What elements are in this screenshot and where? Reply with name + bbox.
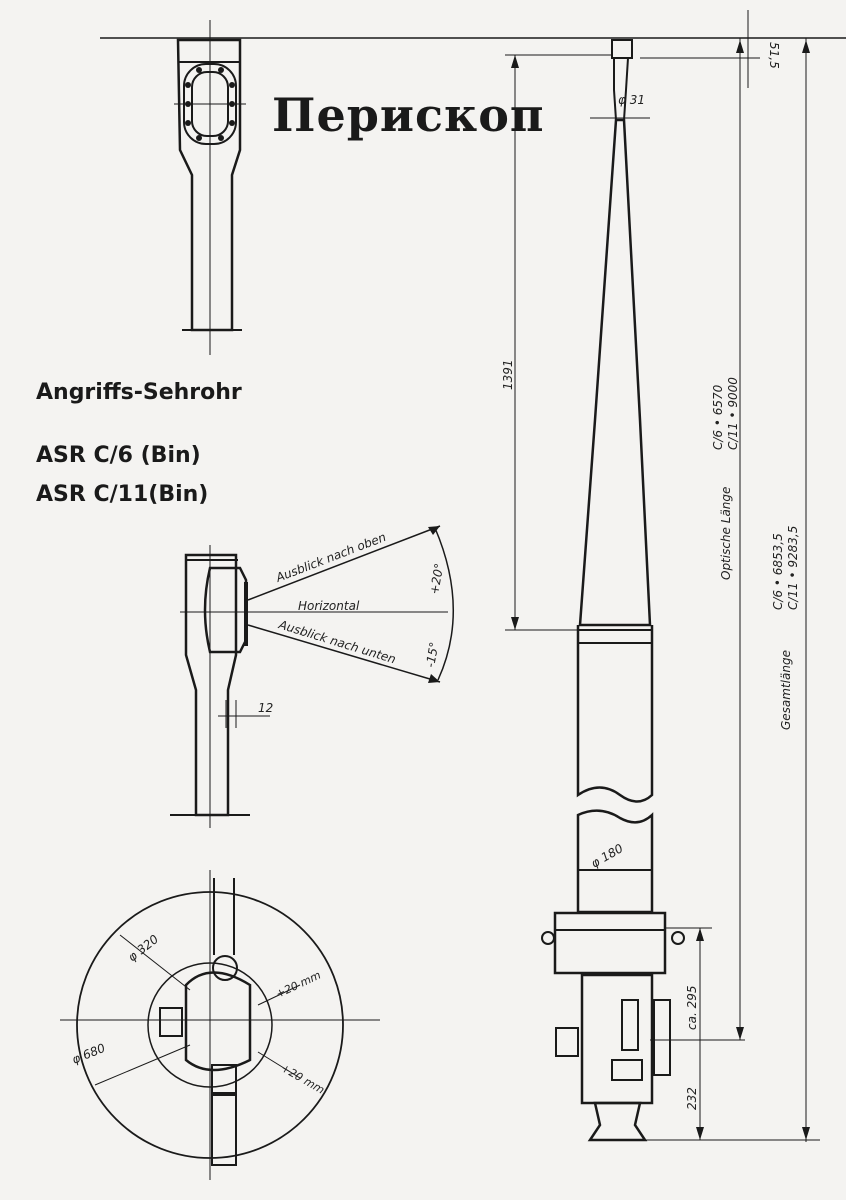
label-width-12: 12: [258, 701, 274, 715]
label-total-length: Gesamtlänge: [779, 650, 793, 730]
dim-top: 51,5: [767, 42, 781, 69]
dim-total-c6: C/6 • 6853,5: [771, 533, 785, 610]
label-dia-680: φ 680: [69, 1040, 108, 1067]
label-asr-c11: ASR C/11(Bin): [36, 482, 209, 507]
label-angriffs-sehrohr: Angriffs-Sehrohr: [36, 380, 242, 405]
label-angle-down: -15°: [423, 640, 442, 669]
label-angle-up: +20°: [427, 562, 447, 596]
dim-taper-len: 1391: [501, 359, 515, 390]
label-plus20-b: +20 mm: [278, 1061, 327, 1097]
plan-view: [60, 870, 380, 1180]
dim-optical-c11: C/11 • 9000: [726, 377, 740, 450]
label-asr-c6: ASR C/6 (Bin): [36, 443, 201, 468]
label-horizontal: Horizontal: [298, 599, 360, 613]
label-dia-320: φ 320: [125, 932, 162, 965]
label-view-up: Ausblick nach oben: [274, 529, 388, 585]
dim-base: 232: [685, 1087, 699, 1110]
page-title: Перископ: [272, 88, 545, 142]
dim-optical-c6: C/6 • 6570: [711, 384, 725, 450]
dim-total-c11: C/11 • 9283,5: [786, 525, 800, 610]
label-plus20-a: +20 mm: [273, 968, 323, 1001]
label-optical-length: Optische Länge: [719, 486, 733, 580]
dim-housing: ca. 295: [685, 985, 699, 1030]
dim-tip-dia: φ 31: [618, 93, 645, 107]
label-view-down: Ausblick nach unten: [277, 617, 398, 667]
head-front-view: [174, 20, 246, 355]
dim-tube-dia: φ 180: [588, 841, 626, 871]
